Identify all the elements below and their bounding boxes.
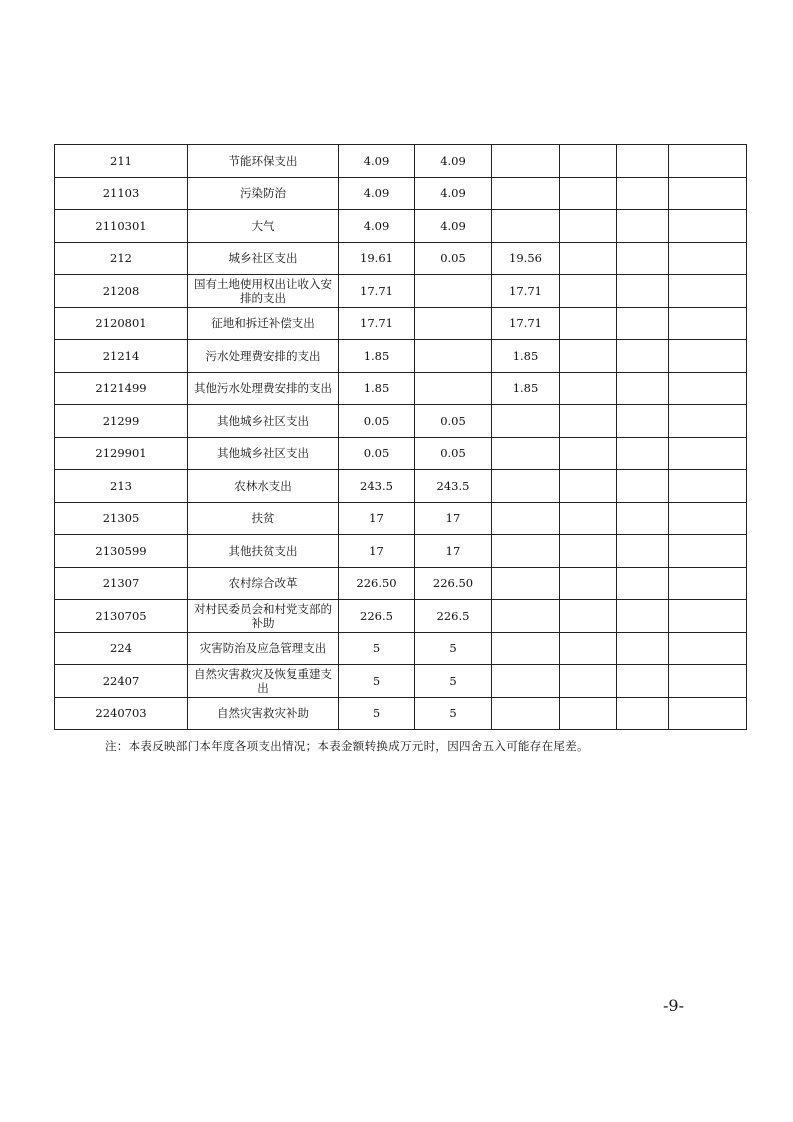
empty-cell [669,535,747,568]
subject-code-cell: 21305 [55,502,188,535]
basic-expenditure-cell [415,340,492,373]
basic-expenditure-cell: 4.09 [415,177,492,210]
subject-name-cell: 其他扶贫支出 [188,535,339,568]
empty-cell [669,307,747,340]
subject-code-cell: 212 [55,242,188,275]
table-row [55,340,747,373]
empty-cell [617,242,669,275]
project-expenditure-cell: 17.71 [492,275,560,308]
subject-code-cell: 21208 [55,275,188,308]
subject-name-cell: 农林水支出 [188,470,339,503]
project-expenditure-cell [492,177,560,210]
empty-cell [669,567,747,600]
table-row [55,242,747,275]
basic-expenditure-cell: 0.05 [415,405,492,438]
empty-cell [560,177,617,210]
subject-code-cell: 2240703 [55,697,188,730]
empty-cell [669,275,747,308]
empty-cell [617,210,669,243]
empty-cell [617,567,669,600]
project-expenditure-cell [492,535,560,568]
basic-expenditure-cell: 17 [415,502,492,535]
subject-code-cell: 22407 [55,665,188,698]
empty-cell [669,210,747,243]
subject-name-cell: 扶贫 [188,502,339,535]
empty-cell [560,665,617,698]
empty-cell [617,177,669,210]
table-row [55,405,747,438]
project-expenditure-cell: 19.56 [492,242,560,275]
empty-cell [617,307,669,340]
empty-cell [560,535,617,568]
basic-expenditure-cell [415,372,492,405]
subject-name-cell: 污水处理费安排的支出 [188,340,339,373]
project-expenditure-cell: 1.85 [492,372,560,405]
subject-name-cell: 其他城乡社区支出 [188,437,339,470]
project-expenditure-cell [492,470,560,503]
subject-name-cell: 农村综合改革 [188,567,339,600]
total-amount-cell: 0.05 [339,405,415,438]
total-amount-cell: 4.09 [339,145,415,178]
empty-cell [560,307,617,340]
subject-name-cell: 灾害防治及应急管理支出 [188,632,339,665]
total-amount-cell: 4.09 [339,210,415,243]
subject-code-cell: 2120801 [55,307,188,340]
subject-code-cell: 224 [55,632,188,665]
project-expenditure-cell [492,210,560,243]
expenditure-table [54,144,747,730]
total-amount-cell: 1.85 [339,372,415,405]
basic-expenditure-cell [415,307,492,340]
subject-code-cell: 21214 [55,340,188,373]
table-note: 注：本表反映部门本年度各项支出情况；本表金额转换成万元时，因四舍五入可能存在尾差。 [105,739,589,753]
table-row [55,632,747,665]
empty-cell [560,470,617,503]
basic-expenditure-cell: 226.5 [415,600,492,633]
project-expenditure-cell [492,437,560,470]
total-amount-cell: 5 [339,665,415,698]
subject-name-cell: 征地和拆迁补偿支出 [188,307,339,340]
empty-cell [560,145,617,178]
empty-cell [560,405,617,438]
total-amount-cell: 4.09 [339,177,415,210]
basic-expenditure-cell: 0.05 [415,242,492,275]
subject-code-cell: 2129901 [55,437,188,470]
basic-expenditure-cell: 5 [415,632,492,665]
empty-cell [617,340,669,373]
subject-code-cell: 21307 [55,567,188,600]
project-expenditure-cell [492,502,560,535]
empty-cell [669,372,747,405]
subject-name-cell: 大气 [188,210,339,243]
empty-cell [560,632,617,665]
empty-cell [617,600,669,633]
empty-cell [617,372,669,405]
empty-cell [560,275,617,308]
empty-cell [617,535,669,568]
empty-cell [617,502,669,535]
empty-cell [669,470,747,503]
empty-cell [617,697,669,730]
subject-name-cell: 节能环保支出 [188,145,339,178]
total-amount-cell: 17.71 [339,275,415,308]
empty-cell [560,567,617,600]
total-amount-cell: 243.5 [339,470,415,503]
total-amount-cell: 0.05 [339,437,415,470]
subject-code-cell: 2121499 [55,372,188,405]
empty-cell [669,502,747,535]
empty-cell [617,145,669,178]
basic-expenditure-cell: 243.5 [415,470,492,503]
table-row [55,665,747,698]
table-row [55,307,747,340]
basic-expenditure-cell: 5 [415,697,492,730]
basic-expenditure-cell: 5 [415,665,492,698]
table-row [55,210,747,243]
subject-name-cell: 其他城乡社区支出 [188,405,339,438]
table-row [55,145,747,178]
total-amount-cell: 1.85 [339,340,415,373]
basic-expenditure-cell: 0.05 [415,437,492,470]
table-row [55,437,747,470]
total-amount-cell: 5 [339,632,415,665]
subject-code-cell: 213 [55,470,188,503]
table-row [55,502,747,535]
project-expenditure-cell: 17.71 [492,307,560,340]
subject-name-cell: 自然灾害救灾及恢复重建支出 [188,665,339,698]
empty-cell [617,632,669,665]
table-row [55,535,747,568]
total-amount-cell: 19.61 [339,242,415,275]
project-expenditure-cell [492,567,560,600]
empty-cell [669,697,747,730]
table-body [55,145,747,730]
subject-name-cell: 自然灾害救灾补助 [188,697,339,730]
empty-cell [669,437,747,470]
empty-cell [669,340,747,373]
empty-cell [669,177,747,210]
subject-code-cell: 211 [55,145,188,178]
empty-cell [669,145,747,178]
subject-code-cell: 2130705 [55,600,188,633]
empty-cell [669,405,747,438]
table-row [55,275,747,308]
project-expenditure-cell [492,145,560,178]
empty-cell [617,275,669,308]
table-row [55,600,747,633]
project-expenditure-cell [492,405,560,438]
empty-cell [560,210,617,243]
subject-name-cell: 城乡社区支出 [188,242,339,275]
empty-cell [617,470,669,503]
empty-cell [669,665,747,698]
table-row [55,697,747,730]
subject-name-cell: 国有土地使用权出让收入安排的支出 [188,275,339,308]
page-number: -9- [663,996,684,1015]
total-amount-cell: 226.50 [339,567,415,600]
empty-cell [560,697,617,730]
empty-cell [669,242,747,275]
basic-expenditure-cell: 226.50 [415,567,492,600]
empty-cell [560,372,617,405]
total-amount-cell: 226.5 [339,600,415,633]
subject-name-cell: 对村民委员会和村党支部的补助 [188,600,339,633]
basic-expenditure-cell: 4.09 [415,145,492,178]
empty-cell [560,502,617,535]
project-expenditure-cell: 1.85 [492,340,560,373]
subject-code-cell: 2130599 [55,535,188,568]
project-expenditure-cell [492,600,560,633]
empty-cell [560,340,617,373]
empty-cell [617,437,669,470]
empty-cell [560,600,617,633]
total-amount-cell: 17 [339,535,415,568]
total-amount-cell: 17 [339,502,415,535]
table-row [55,372,747,405]
project-expenditure-cell [492,665,560,698]
project-expenditure-cell [492,632,560,665]
subject-code-cell: 21299 [55,405,188,438]
project-expenditure-cell [492,697,560,730]
subject-code-cell: 2110301 [55,210,188,243]
empty-cell [560,242,617,275]
subject-name-cell: 污染防治 [188,177,339,210]
subject-name-cell: 其他污水处理费安排的支出 [188,372,339,405]
table-row [55,470,747,503]
empty-cell [617,405,669,438]
basic-expenditure-cell [415,275,492,308]
basic-expenditure-cell: 4.09 [415,210,492,243]
table-row [55,177,747,210]
basic-expenditure-cell: 17 [415,535,492,568]
empty-cell [669,600,747,633]
empty-cell [560,437,617,470]
total-amount-cell: 5 [339,697,415,730]
empty-cell [669,632,747,665]
total-amount-cell: 17.71 [339,307,415,340]
subject-code-cell: 21103 [55,177,188,210]
table-row [55,567,747,600]
empty-cell [617,665,669,698]
